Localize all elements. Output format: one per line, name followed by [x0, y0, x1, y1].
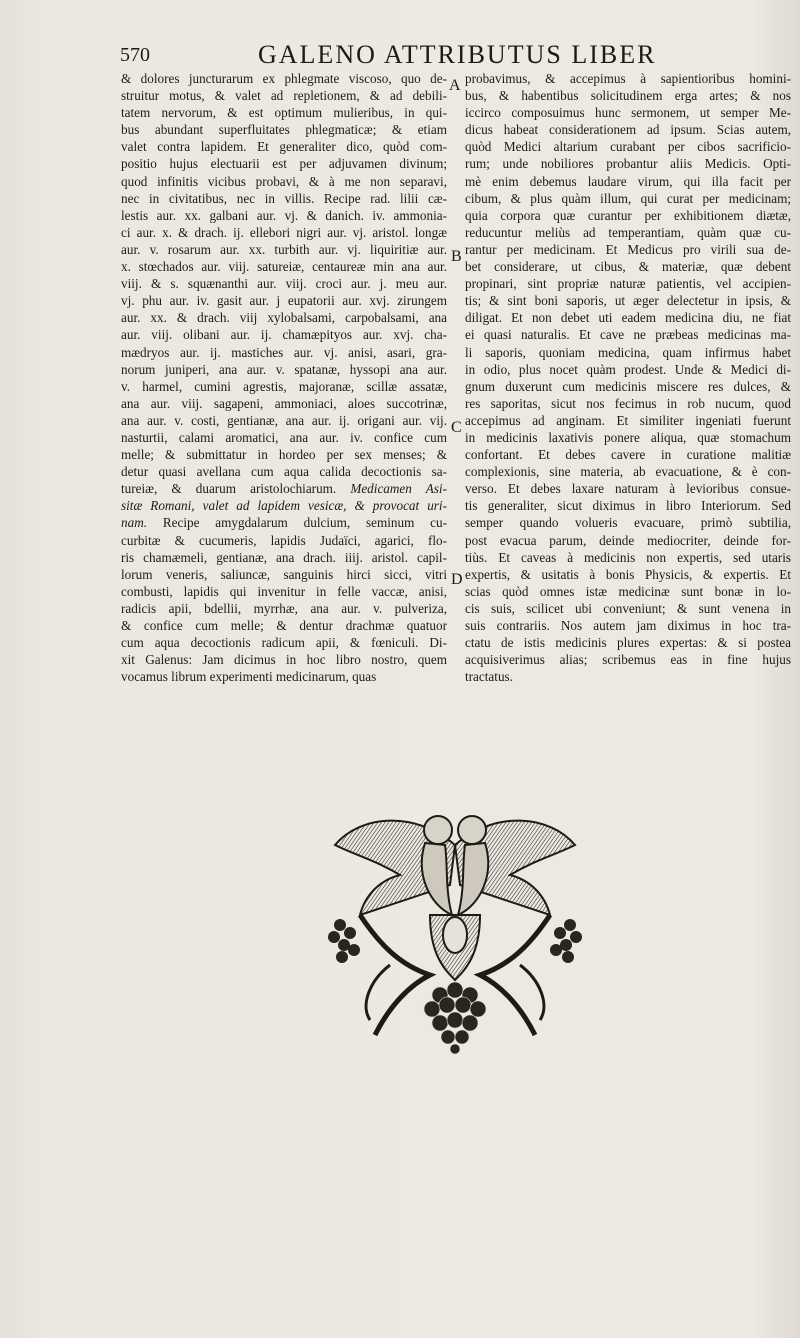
left-column-line: melle; & submittatur in hordeo per sex menses; &: [121, 447, 447, 463]
right-column-line: li saporis, quoniam medicina, quam infirmus habet: [465, 344, 791, 360]
right-column-line: cibum, & plus quàm illum, qui curat per medicinam;: [465, 190, 791, 206]
right-column-line: reducuntur meliùs ad temperantiam, quàm quæ cu-: [465, 224, 791, 240]
right-column-line: quòd Medici altarium curabant per cibos sacrificio-: [465, 139, 791, 155]
left-column-line: valet contra lapidem. Et generaliter dico, quòd com-: [121, 139, 447, 155]
page-header: [120, 40, 740, 70]
left-column-line: vj. phu aur. iv. gasit aur. j eupatorii aur. xvj. zirungem: [121, 293, 447, 309]
left-column-line: x. stœchados aur. viij. satureiæ, centaureæ min ana aur.: [121, 259, 447, 275]
right-column-line: bus, & habentibus solicitudinem erga artes; & nos: [465, 88, 791, 104]
right-text-column: [465, 70, 791, 685]
right-column-line: dicus habeat considerationem ad ipsum. Scias autem,: [465, 122, 791, 138]
left-column-line: sitæ Romani, valet ad lapidem vesicæ, & provocat uri-: [121, 498, 447, 514]
left-column-line: & dolores juncturarum ex phlegmate viscoso, quo de-: [121, 71, 447, 86]
left-column-line: aur. viij. olibani aur. ij. chamæpityos aur. xvj. cha-: [121, 327, 447, 343]
right-column-line: post evacua parum, deinde mediocriter, deinde for-: [465, 532, 791, 548]
left-column-line: lorum veneris, saliuncæ, sanguinis hirci sicci, vitri: [121, 566, 447, 582]
right-column-line: rum; unde nobiliores probantur aliis Medicis. Opti-: [465, 156, 791, 172]
left-column-line: ana aur. viij. sagapeni, ammoniaci, aloes succotrinæ,: [121, 395, 447, 411]
margin-marker-d: D: [451, 571, 463, 588]
right-column-line: tis; & sint boni saporis, ut æger delectetur in ipsis, &: [465, 293, 791, 309]
left-column-line: xit Galenus: Jam dicimus in hoc libro nostro, quem: [121, 652, 447, 668]
left-column-line: norum juniperi, ana aur. v. spatanæ, hyssopi ana aur.: [121, 361, 447, 377]
right-column-line: propinari, sint propriæ naturæ patientis, vel accipien-: [465, 276, 791, 292]
left-column-line: ci aur. x. & drach. ij. ellebori nigri aur. vj. aristol. longæ: [121, 224, 447, 240]
right-column-line: quia corpora quæ curantur per exhibitionem diætæ,: [465, 207, 791, 223]
page-number: 570: [120, 44, 150, 66]
right-column-line: gnum duxerunt cum medicinis miscere res dulces, &: [465, 378, 791, 394]
right-column-line: verso. Et debes laxare naturam à levioribus consue-: [465, 481, 791, 497]
right-column-line: confortant. Et debes cavere in curatione malitiæ: [465, 447, 791, 463]
right-column-line: accepimus ad anginam. Et similiter ingeniati fuerunt: [465, 412, 791, 428]
left-column-line: struitur motus, & valet ad repletionem, & ad debili-: [121, 88, 447, 104]
left-column-line: nec in civitatibus, nec in villis. Recipe rad. lilii cæ-: [121, 190, 447, 206]
left-column-line: radicis apii, bdellii, myrrhæ, ana aur. v. pulveriza,: [121, 600, 447, 616]
left-text-column: [121, 70, 447, 685]
left-column-line: nasturtii, calami aromatici, ana aur. iv. confice cum: [121, 429, 447, 445]
left-column-line: bus abundant superfluitates phlegmaticæ; & etiam: [121, 122, 447, 138]
right-column-line: diligat. Et non debet uti eadem medicina diu, ne fiat: [465, 310, 791, 326]
left-column-line: v. harmel, cumini agrestis, majoranæ, scillæ assatæ,: [121, 378, 447, 394]
left-column-line: curbitæ & cucumeris, lapidis Judaïci, agarici, flo-: [121, 532, 447, 548]
right-column-line: complexionis, sine materia, ab evacuatione, & è con-: [465, 464, 791, 480]
right-column-line: suis contrariis. Nos autem jam diximus in hoc tra-: [465, 618, 791, 633]
right-column-line: in medicinis laxativis ponere aliqua, quæ stomachum: [465, 429, 791, 445]
left-column-line: aur. v. rosarum aur. xx. turbith aur. vj. liquiritiæ aur.: [121, 241, 447, 257]
left-column-line: tatem nervorum, & est optimum mulieribus, in qui-: [121, 105, 447, 121]
left-column-line: [121, 480, 447, 497]
right-column-line: tractatus.: [465, 669, 513, 685]
text-run: nam.: [121, 515, 163, 531]
right-column-line: scias quòd omnes istæ medicinæ sunt bonæ in lo-: [465, 583, 791, 599]
left-column-line: [121, 514, 447, 531]
left-column-line: positio hujus electuarii est per adjuvamen divinum;: [121, 156, 447, 172]
margin-marker-a: A: [449, 77, 461, 94]
margin-marker-c: C: [451, 419, 462, 436]
text-run: tureiæ, & duarum aristolochiarum.: [121, 481, 351, 497]
right-column-line: cis suis, scilicet ubi conveniunt; & sunt venena in: [465, 600, 791, 616]
right-column-line: rantur per medicinam. Et Medicus pro virili sua de-: [465, 241, 791, 257]
left-column-line: ris chamæmeli, gentianæ, ana drach. iiij. aristol. capil-: [121, 549, 447, 565]
left-column-line: ana aur. v. costi, gentianæ, ana aur. ij. origani aur. vij.: [121, 412, 447, 428]
left-column-line: mædryos aur. ij. mastiches aur. vj. anisi, asari, gra-: [121, 344, 447, 360]
recipe-heading-italic: Medicamen Asi-: [350, 481, 447, 497]
left-column-line: combusti, lapidis qui invenitur in felle vaccæ, anisi,: [121, 583, 447, 599]
right-column-line: bet considerare, ut cibus, & materiæ, quæ debent: [465, 259, 791, 275]
right-column-line: iccirco composuimus hunc sermonem, ut semper Me-: [465, 105, 791, 121]
left-column-line: lestis aur. xx. galbani aur. vj. & danich. iv. ammonia-: [121, 207, 447, 223]
text-run: Recipe amygdalarum dulcium, seminum cu-: [162, 515, 447, 531]
right-column-line: tis generaliter, sicut diximus in libro Interiorum. Sed: [465, 498, 791, 514]
left-column-line: quod infinitis vicibus probavi, & à me non separavi,: [121, 173, 447, 189]
right-column-line: ctatu de istis medicinis plures expertas: & si postea: [465, 635, 791, 651]
left-column-line: viij. & s. squænanthi aur. viij. croci aur. j. meu aur.: [121, 276, 447, 292]
right-column-line: acquisiverimus alias; scribemus eas in fine hujus: [465, 652, 791, 668]
right-column-line: res saporitas, sicut nos fecimus in rob nucum, quod: [465, 395, 791, 411]
right-column-line: mè enim debemus laudare virum, qui illa facit per: [465, 173, 791, 189]
right-column-line: semper quando volueris evacuare, primò subtilia,: [465, 515, 791, 531]
margin-marker-b: B: [451, 248, 462, 265]
right-column-line: ei quasi naturalis. Et cave ne præbeas medicinas ma-: [465, 327, 791, 343]
running-title: GALENO ATTRIBUTUS LIBER: [258, 40, 657, 69]
left-column-line: vocamus librum experimenti medicinarum, quas: [121, 669, 377, 685]
woodcut-putti-ornament-icon: [320, 805, 590, 1055]
right-column-line: tiùs. Et caveas à medicinis non expertis, sed utaris: [465, 549, 791, 565]
right-column-line: expertis, & usitatis à bonis Physicis, & expertis. Et: [465, 566, 791, 582]
left-column-line: detur quasi avellana cum aqua calida decoctionis sa-: [121, 464, 447, 480]
right-column-line: probavimus, & accepimus à sapientioribus homini-: [465, 71, 791, 86]
left-column-line: aur. xx. & drach. viij xylobalsami, carpobalsami, ana: [121, 310, 447, 326]
right-column-line: in odio, plus nocet quàm prodest. Unde & Medici di-: [465, 361, 791, 377]
left-column-line: cum aqua decoctionis radicum apii, & fœniculi. Di-: [121, 635, 447, 651]
left-column-line: & confice cum melle; & dentur drachmæ quatuor: [121, 618, 447, 633]
